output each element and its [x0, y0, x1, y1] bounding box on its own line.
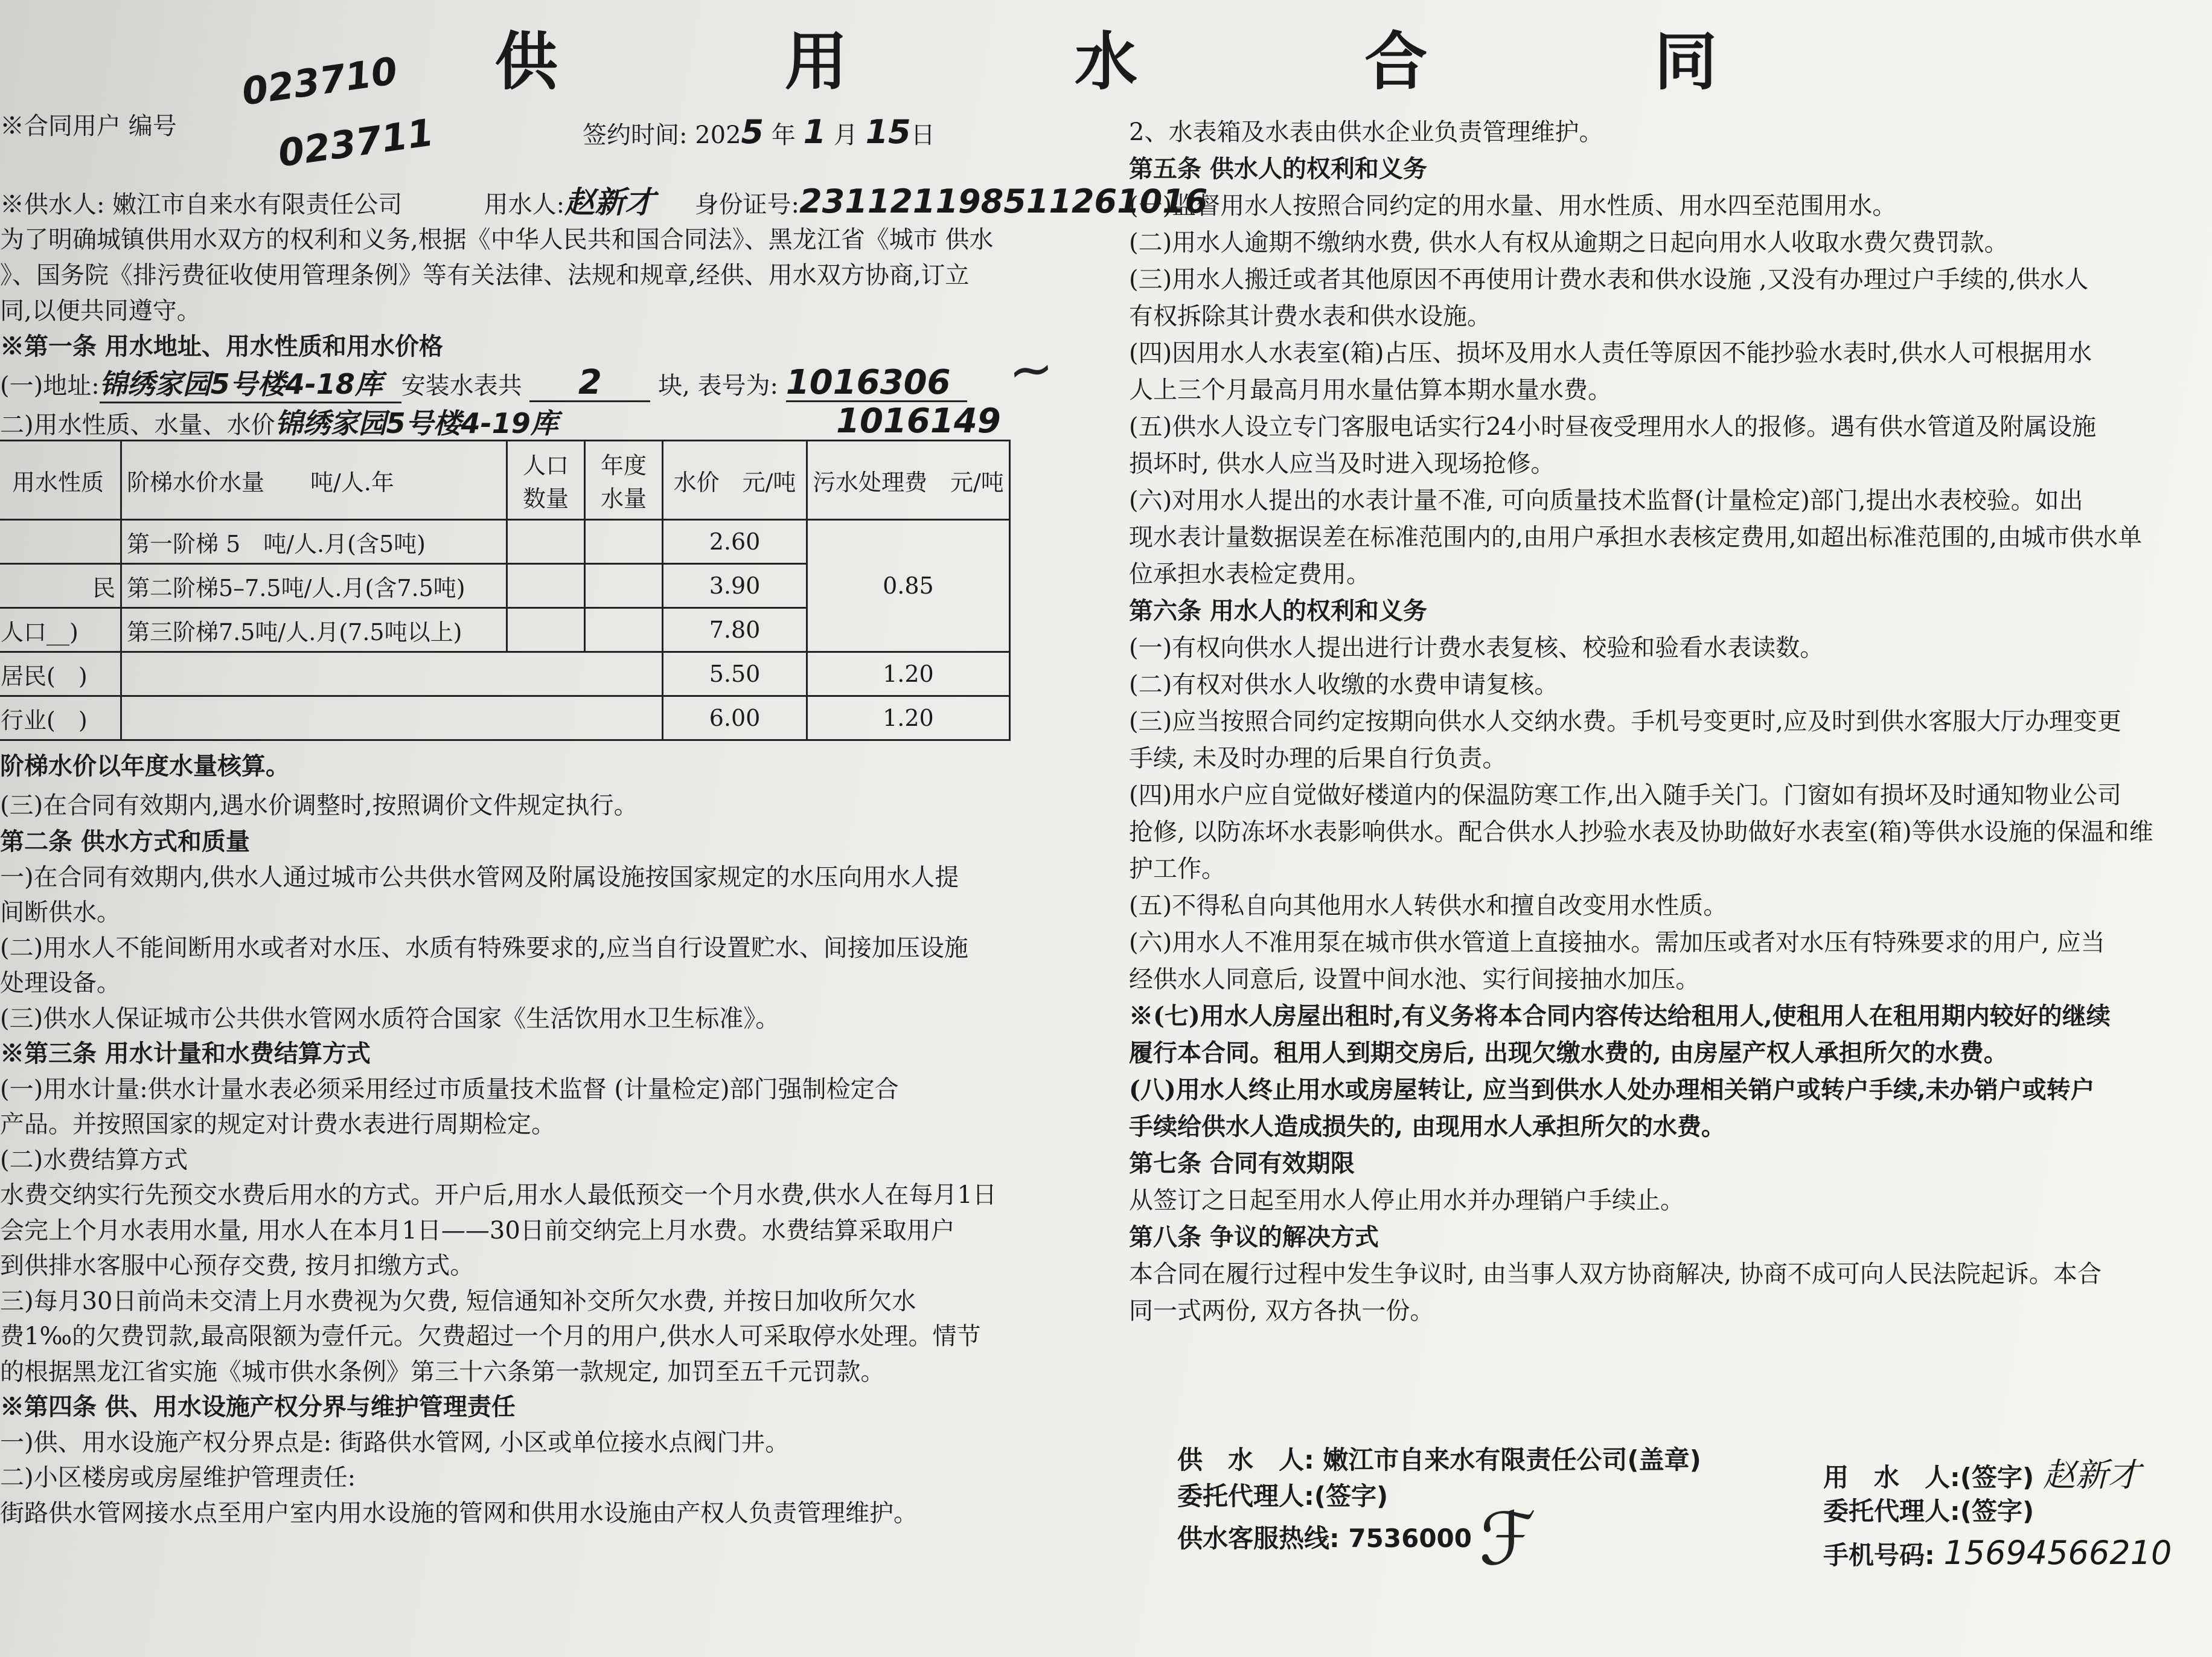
- table-cell: 第二阶梯5–7.5吨/人.月(含7.5吨): [121, 564, 507, 608]
- article1-heading: ※第一条 用水地址、用水性质和用水价格: [0, 332, 443, 361]
- supplier-name: 嫩江市自来水有限责任公司: [112, 191, 403, 219]
- meters-unit: 块, 表号为:: [658, 372, 779, 400]
- table-cell: 5.50: [663, 652, 807, 696]
- table-cell: [0, 520, 121, 564]
- section-heading: 履行本合同。租用人到期交房后, 出现欠缴水费的, 由房屋产权人承担所欠的水费。: [1129, 1039, 2008, 1067]
- body-line: 护工作。: [1129, 855, 1226, 883]
- body-line: (三)应当按照合同约定按期向供水人交纳水费。手机号变更时,应及时到供水客服大厅办理变更: [1129, 708, 2121, 736]
- table-cell: [585, 608, 663, 652]
- body-line: 位承担水表检定费用。: [1129, 560, 1370, 588]
- body-line: 水费交纳实行先预交水费后用水的方式。开户后,用水人最低预交一个月水费,供水人在每月1日: [0, 1181, 997, 1209]
- table-cell: [507, 564, 585, 608]
- nature-label: 二)用水性质、水量、水价: [0, 411, 275, 439]
- table-header: 用水性质: [0, 441, 121, 520]
- body-line: 从签订之日起至用水人停止用水并办理销户手续止。: [1129, 1187, 1684, 1214]
- user-name: 赵新才: [564, 185, 656, 220]
- address2-value: 锦绣家园5号楼4-19库: [275, 407, 558, 440]
- body-line: 损坏时, 供水人应当及时进入现场抢修。: [1129, 450, 1555, 478]
- body-line: (五)不得私自向其他用水人转供水和擅自改变用水性质。: [1129, 892, 1728, 920]
- table-row: [0, 696, 1009, 740]
- body-line: 人上三个月最高月用水量估算本期水量水费。: [1129, 376, 1612, 404]
- article1-item3: (三)在合同有效期内,遇水价调整时,按照调价文件规定执行。: [0, 792, 638, 819]
- address-line: [0, 365, 967, 403]
- table-cell: 7.80: [663, 608, 807, 652]
- table-cell: 民: [0, 564, 121, 608]
- section-heading: ※(七)用水人房屋出租时,有义务将本合同内容传达给租用人,使租用人在租用期内较好的继续: [1129, 1002, 2111, 1030]
- body-line: 会完上个月水表用水量, 用水人在本月1日——30日前交纳完上月水费。水费结算采取用户: [0, 1216, 955, 1245]
- sign-year-suffix: 年: [771, 121, 796, 149]
- body-line: (二)用水人不能间断用水或者对水压、水质有特殊要求的,应当自行设置贮水、间接加压设施: [0, 934, 968, 962]
- table-cell: 2.60: [663, 520, 807, 564]
- table-cell: [121, 696, 663, 740]
- body-line: 现水表计量数据误差在标准范围内的,由用户承担水表核定费用,如超出标准范围的,由城市供水单: [1129, 524, 2143, 551]
- agent-signature-scrawl: ℱ: [1479, 1498, 1536, 1582]
- body-line: 产品。并按照国家的规定对计费水表进行周期检定。: [0, 1111, 555, 1138]
- user-number-label: ※合同用户 编号: [0, 112, 177, 140]
- user-number-2: 023711: [275, 110, 436, 176]
- body-line: (三)供水人保证城市公共供水管网水质符合国家《生活饮用水卫生标准》。: [0, 1004, 780, 1033]
- id-label: 身份证号:: [694, 191, 800, 219]
- table-row: [0, 652, 1009, 696]
- section-heading: 第五条 供水人的权利和义务: [1129, 155, 1427, 183]
- body-line: 手续, 未及时办理的后果自行负责。: [1129, 745, 1507, 772]
- table-cell: 1.20: [807, 696, 1010, 740]
- body-line: (二)有权对供水人收缴的水费申请复核。: [1129, 671, 1559, 699]
- sign-time: [583, 115, 935, 153]
- body-line: (三)用水人搬迁或者其他原因不再使用计费水表和供水设施 ,又没有办理过户手续的,供水人: [1129, 266, 2089, 293]
- table-cell: 第一阶梯 5 吨/人.月(含5吨): [121, 520, 507, 564]
- body-line: 2、水表箱及水表由供水企业负责管理维护。: [1129, 118, 1603, 146]
- body-line: 三)每月30日前尚未交清上月水费视为欠费, 短信通知补交所欠水费, 并按日加收所欠水: [0, 1287, 916, 1315]
- id-number: 231121198511261016: [799, 182, 1208, 220]
- table-cell: 0.85: [807, 520, 1010, 652]
- section-heading: (八)用水人终止用水或房屋转让, 应当到供水人处办理相关销户或转户手续,未办销户或转户: [1129, 1075, 2095, 1104]
- body-line: (六)用水人不准用泵在城市供水管道上直接抽水。需加压或者对水压有特殊要求的用户, 应当: [1129, 929, 2105, 957]
- table-cell: 1.20: [807, 652, 1010, 696]
- supplier-agent-line: 委托代理人:(签字): [1177, 1481, 1389, 1511]
- sign-year-digit: 5: [741, 113, 764, 151]
- body-line: (四)用水户应自觉做好楼道内的保温防寒工作,出入随手关门。门窗如有损坏及时通知物业公司: [1129, 781, 2121, 809]
- body-line: (六)对用水人提出的水表计量不准, 可向质量技术监督(计量检定)部门,提出水表校验。如出: [1129, 487, 2083, 514]
- user-number-1: 023710: [239, 48, 400, 114]
- section-heading: 第七条 合同有效期限: [1129, 1149, 1355, 1178]
- address-label: (一)地址:: [0, 372, 100, 400]
- body-line: 同一式两份, 双方各执一份。: [1129, 1297, 1434, 1325]
- table-cell: [507, 608, 585, 652]
- table-header: 年度水量: [585, 441, 663, 520]
- body-line: 一)在合同有效期内,供水人通过城市公共供水管网及附属设施按国家规定的水压向用水人提: [0, 863, 959, 891]
- section-heading: 手续给供水人造成损失的, 由现用水人承担所欠的水费。: [1129, 1112, 1725, 1141]
- table-header: 水价 元/吨: [663, 441, 807, 520]
- body-line: 抢修, 以防冻坏水表影响供水。配合供水人抄验水表及协助做好水表室(箱)等供水设施的保温和维: [1129, 818, 2153, 846]
- section-heading: 第二条 供水方式和质量: [0, 827, 250, 856]
- meter-number-1: 1016306: [786, 365, 967, 402]
- sign-day: 15: [865, 113, 911, 151]
- table-cell: [585, 564, 663, 608]
- supplier-label: ※供水人:: [0, 191, 105, 219]
- section-heading: ※第三条 用水计量和水费结算方式: [0, 1039, 371, 1068]
- table-header: 污水处理费 元/吨: [807, 441, 1010, 520]
- phone-line: [1823, 1534, 2172, 1572]
- table-cell: 行业( ): [0, 696, 121, 740]
- body-line: (二)用水人逾期不缴纳水费, 供水人有权从逾期之日起向用水人收取水费欠费罚款。: [1129, 229, 2009, 257]
- body-line: (五)供水人设立专门客服电话实行24小时昼夜受理用水人的报修。遇有供水管道及附属设施: [1129, 413, 2097, 441]
- body-line: (一)有权向供水人提出进行计费水表复核、校验和验看水表读数。: [1129, 634, 1824, 662]
- body-line: (二)水费结算方式: [0, 1146, 188, 1174]
- contract-title: 供 用 水 合 同: [494, 24, 1820, 98]
- table-cell: [507, 520, 585, 564]
- phone-number: 15694566210: [1943, 1534, 2172, 1572]
- body-line: 本合同在履行过程中发生争议时, 由当事人双方协商解决, 协商不成可向人民法院起诉。本合: [1129, 1260, 2102, 1288]
- body-line: 到供排水客服中心预存交费, 按月扣缴方式。: [0, 1252, 475, 1280]
- body-line: 街路供水管网接水点至用户室内用水设施的管网和供用水设施由产权人负责管理维护。: [0, 1499, 918, 1527]
- body-line: 经供水人同意后, 设置中间水池、实行间接抽水加压。: [1129, 966, 1700, 993]
- user-label: 用水人:: [484, 191, 565, 219]
- meters-count: 2: [529, 365, 650, 402]
- sign-day-suffix: 日: [910, 121, 935, 149]
- price-table: [0, 440, 1011, 741]
- sign-month-suffix: 月: [833, 121, 858, 149]
- user-signature-label: 用 水 人:(签字): [1823, 1463, 2035, 1492]
- body-line: 一)供、用水设施产权分界点是: 街路供水管网, 小区或单位接水点阀门井。: [0, 1428, 790, 1457]
- body-line: 二)小区楼房或房屋维护管理责任:: [0, 1464, 356, 1492]
- section-heading: 第六条 用水人的权利和义务: [1129, 597, 1427, 625]
- body-line: (四)因用水人水表室(箱)占压、损坏及用水人责任等原因不能抄验水表时,供水人可根据用水: [1129, 339, 2092, 367]
- phone-label: 手机号码:: [1823, 1540, 1935, 1570]
- body-line: 费1‰的欠费罚款,最高限额为壹仟元。欠费超过一个月的用户,供水人可采取停水处理。情节: [0, 1322, 981, 1350]
- user-agent-line: 委托代理人:(签字): [1823, 1496, 2035, 1526]
- tier-note: 阶梯水价以年度水量核算。: [0, 752, 290, 780]
- handwritten-mark: ~: [1005, 336, 1057, 404]
- table-cell: [585, 520, 663, 564]
- sign-month: 1: [803, 113, 826, 151]
- body-line: 有权拆除其计费水表和供水设施。: [1129, 303, 1491, 330]
- user-signature-line: [1823, 1449, 2141, 1496]
- parties-line: [0, 184, 1207, 222]
- hotline-line: 供水客服热线: 7536000: [1177, 1524, 1472, 1553]
- table-header: 人口数量: [507, 441, 585, 520]
- section-heading: 第八条 争议的解决方式: [1129, 1223, 1379, 1251]
- table-header-row: [0, 441, 1009, 520]
- intro-line: 同,以便共同遵守。: [0, 297, 201, 325]
- meter-number-2: 1016149: [836, 402, 1001, 441]
- supplier-signature-line: 供 水 人: 嫩江市自来水有限责任公司(盖章): [1177, 1445, 1701, 1475]
- address-value: 锦绣家园5号楼4-18库: [100, 367, 401, 403]
- intro-line: 》、国务院《排污费征收使用管理条例》等有关法律、法规和规章,经供、用水双方协商,订立: [0, 261, 970, 289]
- intro-line: 为了明确城镇供用水双方的权利和义务,根据《中华人民共和国合同法》、黑龙江省《城市 供水: [0, 226, 994, 254]
- nature-line: [0, 406, 558, 443]
- table-cell: 人口__): [0, 608, 121, 652]
- body-line: 处理设备。: [0, 969, 121, 997]
- user-signature: 赵新才: [2042, 1456, 2141, 1494]
- table-header: 阶梯水价水量 吨/人.年: [121, 441, 507, 520]
- table-cell: 第三阶梯7.5吨/人.月(7.5吨以上): [121, 608, 507, 652]
- body-line: (一)监督用水人按照合同约定的用水量、用水性质、用水四至范围用水。: [1129, 192, 1897, 220]
- meters-label: 安装水表共: [401, 372, 522, 400]
- table-cell: 居民( ): [0, 652, 121, 696]
- section-heading: ※第四条 供、用水设施产权分界与维护管理责任: [0, 1393, 516, 1421]
- body-line: 的根据黑龙江省实施《城市供水条例》第三十六条第一款规定, 加罚至五千元罚款。: [0, 1357, 885, 1386]
- body-line: (一)用水计量:供水计量水表必须采用经过市质量技术监督 (计量检定)部门强制检定合: [0, 1075, 899, 1103]
- table-cell: 6.00: [663, 696, 807, 740]
- sign-time-label: 签约时间: 202: [583, 121, 741, 149]
- table-cell: [121, 652, 663, 696]
- table-row: [0, 520, 1009, 564]
- table-cell: 3.90: [663, 564, 807, 608]
- body-line: 间断供水。: [0, 899, 121, 926]
